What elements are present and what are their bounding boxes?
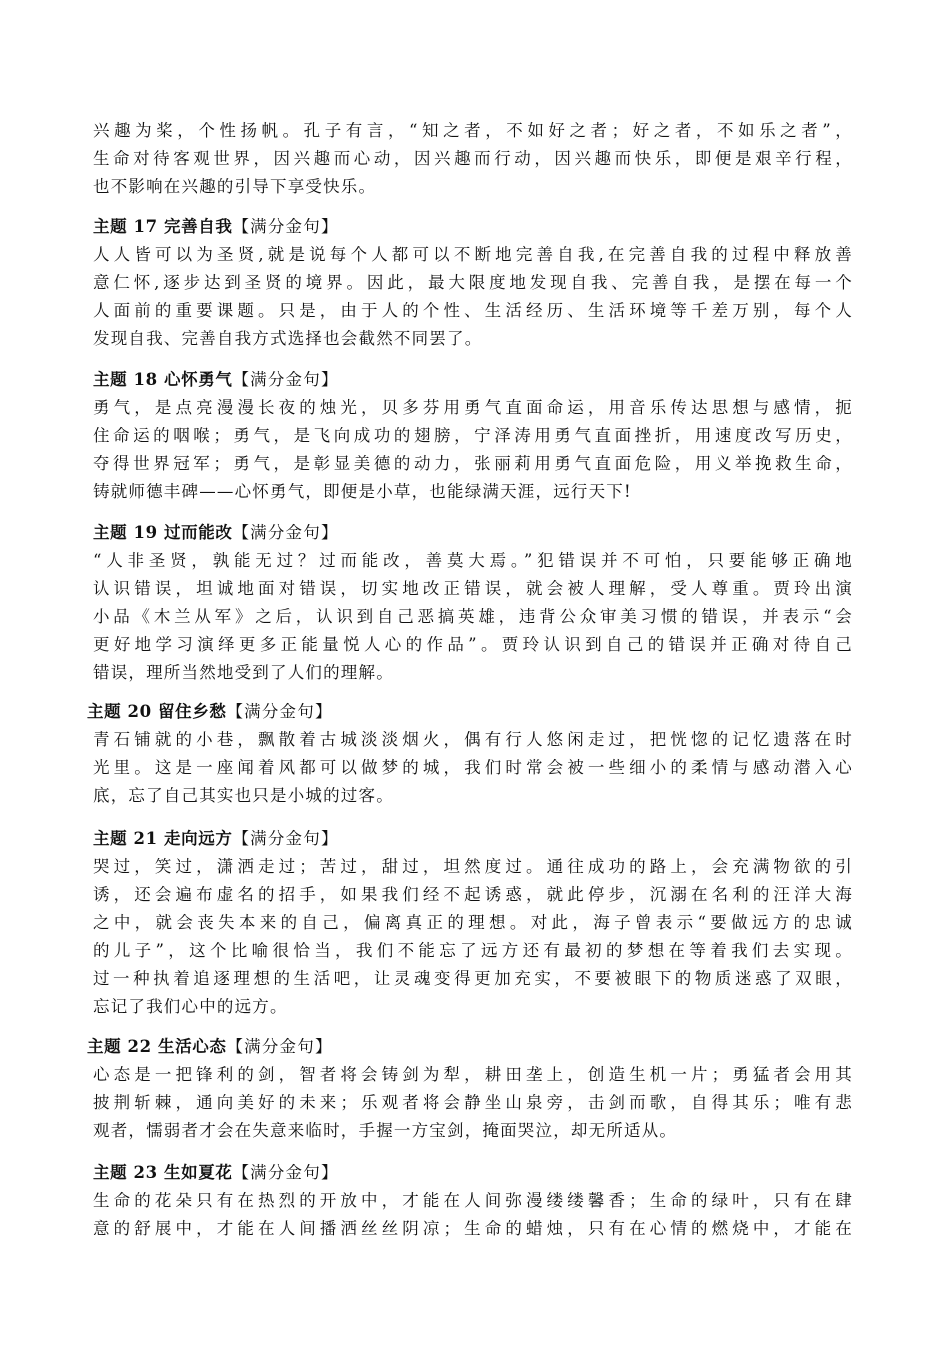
section-title: 主题 17 完善自我 bbox=[93, 217, 233, 236]
body-line: 过一种执着追逐理想的生活吧，让灵魂变得更加充实，不要被眼下的物质迷惑了双眼， bbox=[93, 969, 853, 988]
section-title: 主题 18 心怀勇气 bbox=[93, 370, 233, 389]
body-line: 观者，懦弱者才会在失意来临时，手握一方宝剑，掩面哭泣，却无所适从。 bbox=[93, 1121, 678, 1140]
section-heading bbox=[93, 1159, 853, 1187]
body-line: 心态是一把锋利的剑，智者将会铸剑为犁，耕田垄上，创造生机一片；勇猛者会用其 bbox=[93, 1065, 853, 1084]
intro-line: 生命对待客观世界，因兴趣而心动，因兴趣而行动，因兴趣而快乐，即便是艰辛行程， bbox=[93, 149, 853, 168]
section-title: 主题 22 生活心态 bbox=[87, 1037, 227, 1056]
body-line: 意仁怀,逐步达到圣贤的境界。因此，最大限度地发现自我、完善自我，是摆在每一个 bbox=[93, 273, 853, 292]
body-line: 底，忘了自己其实也只是小城的过客。 bbox=[93, 786, 394, 805]
body-line: 错误，理所当然地受到了人们的理解。 bbox=[93, 663, 394, 682]
body-line: 青石铺就的小巷，飘散着古城淡淡烟火，偶有行人悠闲走过，把恍惚的记忆遗落在时 bbox=[93, 730, 853, 749]
body-line: 小品《木兰从军》之后，认识到自己恶搞英雄，违背公众审美习惯的错误，并表示“会 bbox=[93, 607, 853, 626]
body-line: 之中，就会丧失本来的自己，偏离真正的理想。对此，海子曾表示“要做远方的忠诚 bbox=[93, 913, 853, 932]
section-tag: 【满分金句】 bbox=[232, 829, 339, 848]
body-line: 意的舒展中，才能在人间播洒丝丝阴凉；生命的蜡烛，只有在心情的燃烧中，才能在 bbox=[93, 1219, 853, 1238]
section-heading bbox=[93, 366, 853, 394]
intro-line: 也不影响在兴趣的引导下享受快乐。 bbox=[93, 177, 377, 196]
body-line: 哭过，笑过，潇洒走过；苦过，甜过，坦然度过。通往成功的路上，会充满物欲的引 bbox=[93, 857, 853, 876]
body-line: 人面前的重要课题。只是，由于人的个性、生活经历、生活环境等千差万别，每个人 bbox=[93, 301, 853, 320]
body-line: 认识错误，坦诚地面对错误，切实地改正错误，就会被人理解，受人尊重。贾玲出演 bbox=[93, 579, 853, 598]
body-line: 生命的花朵只有在热烈的开放中，才能在人间弥漫缕缕馨香；生命的绿叶，只有在肆 bbox=[93, 1191, 853, 1210]
body-line: “人非圣贤，孰能无过？过而能改，善莫大焉。”犯错误并不可怕，只要能够正确地 bbox=[93, 551, 853, 570]
body-line: 勇气，是点亮漫漫长夜的烛光，贝多芬用勇气直面命运，用音乐传达思想与感情，扼 bbox=[93, 398, 853, 417]
body-line: 的儿子”，这个比喻很恰当，我们不能忘了远方还有最初的梦想在等着我们去实现。 bbox=[93, 941, 853, 960]
section-heading bbox=[87, 698, 847, 726]
section-title: 主题 23 生如夏花 bbox=[93, 1163, 233, 1182]
body-line: 夺得世界冠军；勇气，是彰显美德的动力，张丽莉用勇气直面危险，用义举挽救生命， bbox=[93, 454, 853, 473]
body-line: 人人皆可以为圣贤,就是说每个人都可以不断地完善自我,在完善自我的过程中释放善 bbox=[93, 245, 853, 264]
section-title: 主题 21 走向远方 bbox=[93, 829, 233, 848]
body-line: 住命运的咽喉；勇气，是飞向成功的翅膀，宁泽涛用勇气直面挫折，用速度改写历史， bbox=[93, 426, 853, 445]
section-tag: 【满分金句】 bbox=[232, 1163, 339, 1182]
body-line: 诱，还会遍布虚名的招手，如果我们经不起诱惑，就此停步，沉溺在名利的汪洋大海 bbox=[93, 885, 853, 904]
body-line: 铸就师德丰碑——心怀勇气，即便是小草，也能绿满天涯，远行天下! bbox=[93, 482, 632, 501]
section-title: 主题 20 留住乡愁 bbox=[87, 702, 227, 721]
body-line: 披荆斩棘，通向美好的未来；乐观者将会静坐山泉旁，击剑而歌，自得其乐；唯有悲 bbox=[93, 1093, 853, 1112]
section-heading bbox=[93, 213, 853, 241]
section-heading bbox=[87, 1033, 847, 1061]
section-tag: 【满分金句】 bbox=[232, 217, 339, 236]
section-title: 主题 19 过而能改 bbox=[93, 523, 233, 542]
body-line: 发现自我、完善自我方式选择也会截然不同罢了。 bbox=[93, 329, 483, 348]
body-line: 忘记了我们心中的远方。 bbox=[93, 997, 288, 1016]
body-line: 光里。这是一座闻着风都可以做梦的城，我们时常会被一些细小的柔情与感动潜入心 bbox=[93, 758, 853, 777]
section-heading bbox=[93, 825, 853, 853]
section-tag: 【满分金句】 bbox=[226, 1037, 333, 1056]
intro-line: 兴趣为桨，个性扬帆。孔子有言，“知之者，不如好之者；好之者，不如乐之者”， bbox=[93, 121, 853, 140]
section-heading bbox=[93, 519, 853, 547]
section-tag: 【满分金句】 bbox=[232, 370, 339, 389]
body-line: 更好地学习演绎更多正能量悦人心的作品”。贾玲认识到自己的错误并正确对待自己 bbox=[93, 635, 853, 654]
section-tag: 【满分金句】 bbox=[226, 702, 333, 721]
section-tag: 【满分金句】 bbox=[232, 523, 339, 542]
